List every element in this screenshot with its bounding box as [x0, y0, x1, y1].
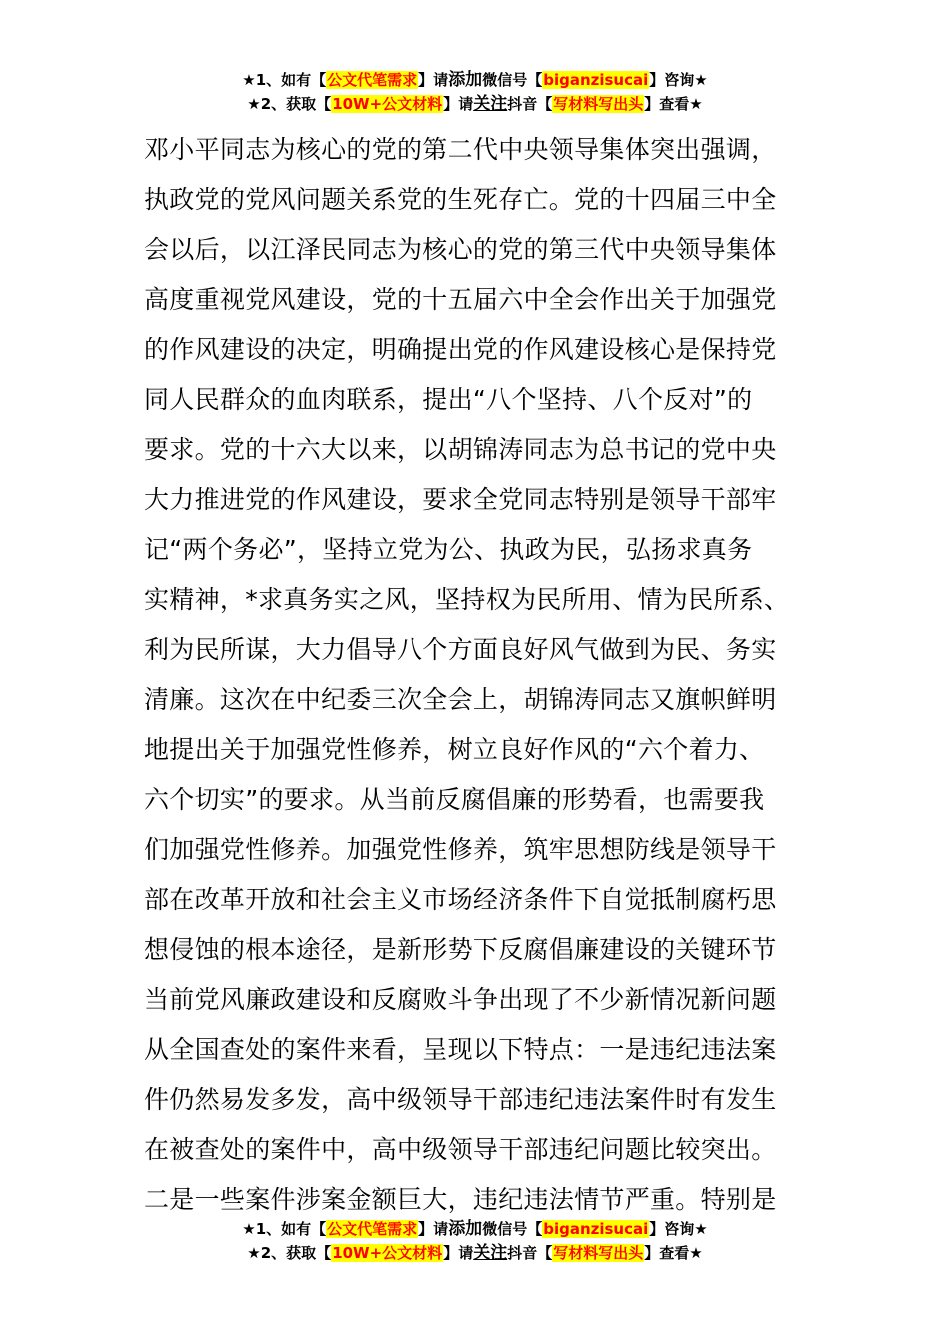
body-line: 高度重视党风建设，党的十五届六中全会作出关于加强党 [144, 285, 777, 314]
body-line: 利为民所谋，大力倡导八个方面良好风气做到为民、务实 [144, 635, 777, 664]
body-line: 会以后，以江泽民同志为核心的党的第三代中央领导集体 [144, 235, 777, 264]
body-line: 想侵蚀的根本途径，是新形势下反腐倡廉建设的关键环节 [144, 935, 777, 964]
banner-line-2: ★2、获取【10W+公文材料】请关注抖音【写材料写出头】查看★ [247, 94, 703, 114]
emphasis-follow: 关注 [473, 1243, 508, 1263]
emphasis-add: 添加 [448, 1219, 483, 1239]
body-line: 在被查处的案件中，高中级领导干部违纪问题比较突出。 [144, 1135, 777, 1164]
highlight-service: 公文代笔需求 [327, 71, 418, 89]
body-line: 要求。党的十六大以来，以胡锦涛同志为总书记的党中央 [144, 435, 777, 464]
body-line: 部在改革开放和社会主义市场经济条件下自觉抵制腐朽思 [144, 885, 777, 914]
body-line: 六个切实”的要求。从当前反腐倡廉的形势看，也需要我 [144, 785, 765, 814]
banner-line-1: ★1、如有【公文代笔需求】请添加微信号【biganzisucai】咨询★ [242, 70, 708, 90]
body-line: 执政党的党风问题关系党的生死存亡。党的十四届三中全 [144, 185, 777, 214]
highlight-wechat-id: biganzisucai [543, 71, 649, 89]
highlight-wechat-id: biganzisucai [543, 1220, 649, 1238]
highlight-douyin-account: 写材料写出头 [553, 1244, 644, 1262]
document-body [144, 125, 809, 1225]
footer-banner [0, 1217, 950, 1265]
banner-line-2: ★2、获取【10W+公文材料】请关注抖音【写材料写出头】查看★ [247, 1243, 703, 1263]
highlight-materials: 10W+公文材料 [332, 1244, 443, 1262]
body-line: 地提出关于加强党性修养，树立良好作风的“六个着力、 [144, 735, 765, 764]
body-line: 当前党风廉政建设和反腐败斗争出现了不少新情况新问题 [144, 985, 777, 1014]
header-banner [0, 68, 950, 116]
body-line: 从全国查处的案件来看，呈现以下特点：一是违纪违法案 [144, 1035, 777, 1064]
body-line: 记“两个务必”，坚持立党为公、执政为民，弘扬求真务 [144, 535, 753, 564]
highlight-materials: 10W+公文材料 [332, 95, 443, 113]
body-line: 二是一些案件涉案金额巨大，违纪违法情节严重。特别是 [144, 1185, 777, 1214]
body-line: 同人民群众的血肉联系，提出“八个坚持、八个反对”的 [144, 385, 753, 414]
body-line: 件仍然易发多发，高中级领导干部违纪违法案件时有发生 [144, 1085, 777, 1114]
highlight-service: 公文代笔需求 [327, 1220, 418, 1238]
body-line: 大力推进党的作风建设，要求全党同志特别是领导干部牢 [144, 485, 777, 514]
banner-line-1: ★1、如有【公文代笔需求】请添加微信号【biganzisucai】咨询★ [242, 1219, 708, 1239]
body-line: 们加强党性修养。加强党性修养，筑牢思想防线是领导干 [144, 835, 777, 864]
highlight-douyin-account: 写材料写出头 [553, 95, 644, 113]
body-line: 实精神，*求真务实之风，坚持权为民所用、情为民所系、 [144, 585, 790, 614]
body-line: 的作风建设的决定，明确提出党的作风建设核心是保持党 [144, 335, 777, 364]
emphasis-follow: 关注 [473, 94, 508, 114]
emphasis-add: 添加 [448, 70, 483, 90]
body-line: 邓小平同志为核心的党的第二代中央领导集体突出强调， [144, 135, 777, 164]
body-line: 清廉。这次在中纪委三次全会上，胡锦涛同志又旗帜鲜明 [144, 685, 777, 714]
